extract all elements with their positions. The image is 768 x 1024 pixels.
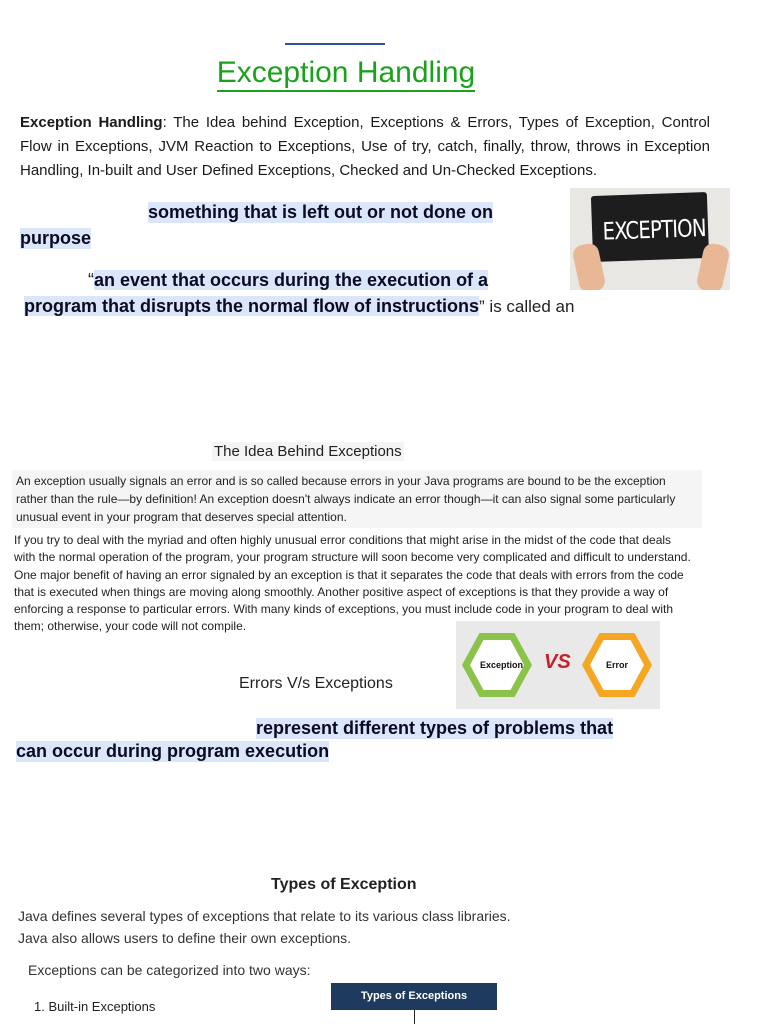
types-diagram-connector — [414, 1010, 415, 1024]
intro-body: : The Idea behind Exception, Exceptions & Errors, Types of Exception, Control Flow in Exceptions, JVM Reaction to Exceptions, Use of try, catch, finally, throw, throws in Exception Handling, In-built and User Defined Exceptions, Checked and Un-Checked Exceptions. — [20, 114, 710, 179]
exception-sign-image — [570, 188, 730, 290]
vs-label: VS — [544, 651, 571, 673]
exception-board-text: EXCEPTION — [602, 214, 707, 246]
idea-paragraph-1: An exception usually signals an error and is so called because errors in your Java programs are bound to be the exception rather than the rule—by definition! An exception doesn't always indicate an error though—it can also signal some particularly unusual event in your program that deserves special attention. — [12, 470, 702, 528]
error-hexagon — [582, 633, 652, 697]
top-rule — [285, 43, 385, 45]
types-diagram-box: Types of Exceptions — [331, 983, 497, 1010]
quote-text-2: program that disrupts the normal flow of instructions — [24, 296, 480, 316]
quote-text-1: an event that occurs during the execution of a — [94, 270, 489, 290]
types-paragraph — [18, 905, 511, 949]
idea-heading: The Idea Behind Exceptions — [214, 443, 402, 460]
quote-line-2 — [24, 296, 574, 317]
exception-hexagon — [462, 633, 532, 697]
intro-paragraph — [20, 111, 710, 183]
quote-tail: ” is called an — [479, 297, 575, 316]
definition-line-2: purpose — [20, 228, 92, 248]
idea-paragraph-2: If you try to deal with the myriad and often highly unusual error conditions that might arise in the midst of the code that deals with the normal operation of the program, your program structure will soon become very complicated and difficult to understand. One major benefit of having an error signaled by an exception is that it separates the code that deals with errors from the code that is executed when things are moving along smoothly. Another positive aspect of exceptions is that they provide a way of enforcing a response to particular errors. With many kinds of exceptions, you must include code in your program to deal with them; otherwise, your code will not compile. — [14, 533, 691, 634]
types-heading: Types of Exception — [271, 876, 417, 893]
errors-line-2: can occur during program execution — [16, 741, 330, 761]
list-item-builtin: 1. Built-in Exceptions — [34, 999, 156, 1014]
errors-line-1: represent different types of problems that — [256, 718, 614, 738]
exception-hex-label: Exception — [480, 660, 524, 670]
definition-line-1: something that is left out or not done on — [148, 202, 493, 222]
exception-vs-error-image — [456, 621, 660, 709]
error-hex-label: Error — [606, 660, 629, 670]
types-line-2: Java also allows users to define their own exceptions. — [18, 930, 352, 946]
intro-lead: Exception Handling — [20, 114, 163, 131]
quote-open: “ — [88, 270, 94, 290]
quote-line-1 — [88, 270, 488, 291]
errors-heading: Errors V/s Exceptions — [239, 675, 393, 692]
types-line-1: Java defines several types of exceptions that relate to its various class libraries. — [18, 908, 511, 924]
categorized-text: Exceptions can be categorized into two ways: — [28, 962, 311, 978]
exception-board — [591, 192, 709, 262]
page-title: Exception Handling — [0, 56, 692, 90]
